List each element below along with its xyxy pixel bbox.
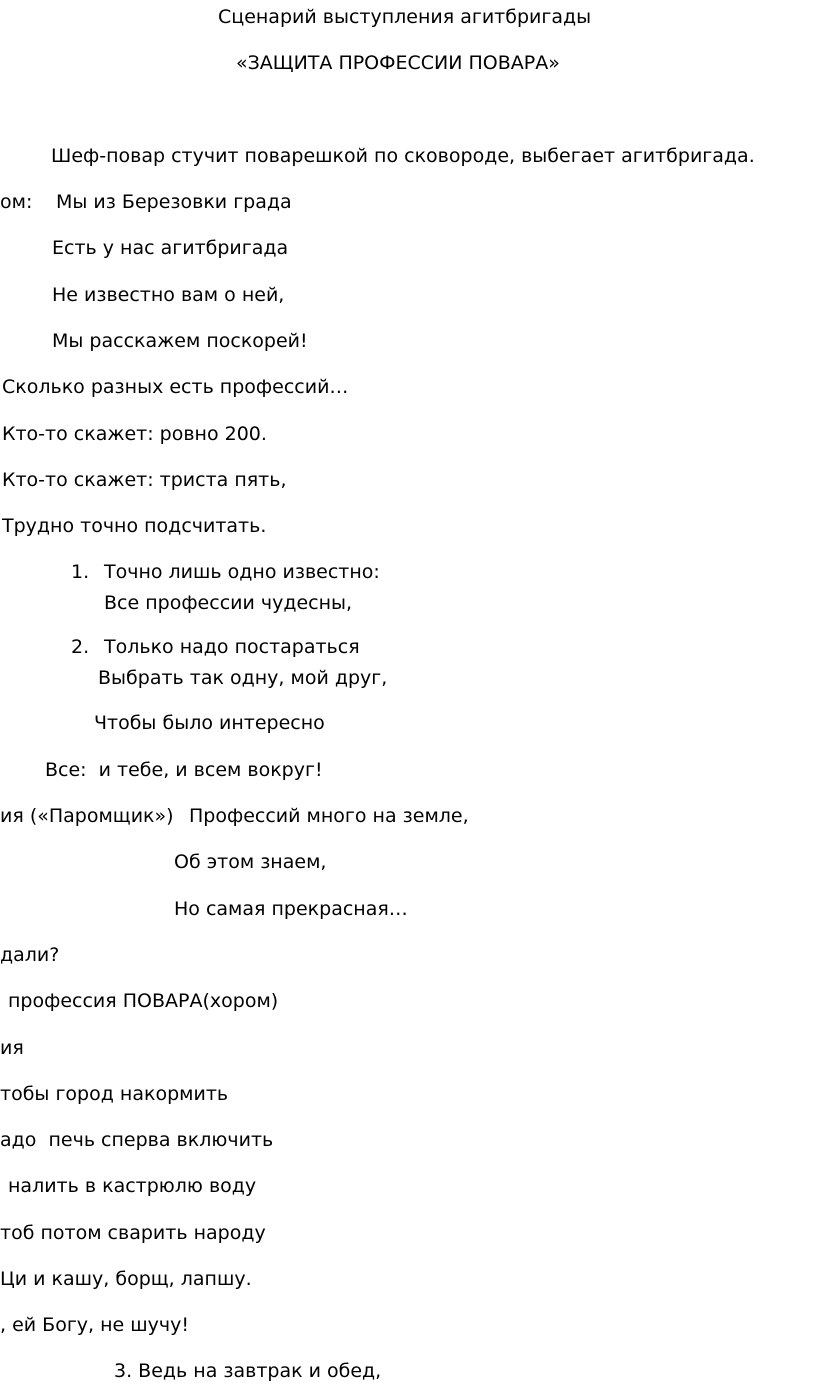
verse-line: Все: и тебе, и всем вокруг!: [45, 759, 323, 781]
verse-line: Ци и кашу, борщ, лапшу.: [0, 1268, 252, 1290]
verse-line: адо печь сперва включить: [0, 1129, 274, 1151]
verse-line: Но самая прекрасная…: [174, 898, 408, 920]
verse-line: Кто-то скажет: ровно 200.: [2, 423, 267, 445]
verse-line: Все профессии чудесны,: [104, 592, 353, 614]
verse-line: Только надо постараться: [104, 636, 360, 658]
verse-line: Точно лишь одно известно:: [104, 561, 380, 583]
title-line-2: «ЗАЩИТА ПРОФЕССИИ ПОВАРА»: [236, 52, 560, 74]
verse-line: Профессий много на земле,: [189, 805, 469, 827]
verse-line: дали?: [0, 944, 60, 966]
verse-line: Трудно точно подсчитать.: [2, 515, 267, 537]
verse-line: тобы город накормить: [0, 1083, 229, 1105]
verse-line: налить в кастрюлю воду: [8, 1175, 257, 1197]
verse-line: Выбрать так одну, мой друг,: [98, 667, 388, 689]
verse-line: профессия ПОВАРА(хором): [8, 990, 279, 1012]
verse-line: Чтобы было интересно: [94, 712, 325, 734]
verse-line: , ей Богу, не шучу!: [0, 1314, 189, 1336]
verse-line: Сколько разных есть профессий…: [2, 376, 349, 398]
stage-direction: Шеф-повар стучит поварешкой по сковороде, выбегает агитбригада.: [51, 145, 755, 167]
verse-line: Мы из Березовки града: [56, 191, 292, 213]
speaker-label: ия («Паромщик»): [0, 805, 174, 827]
title-line-1: Сценарий выступления агитбригады: [218, 6, 592, 28]
verse-line: Кто-то скажет: триста пять,: [2, 469, 287, 491]
list-number: 2.: [71, 636, 90, 658]
speaker-label: ия: [0, 1037, 24, 1059]
list-number: 1.: [71, 561, 90, 583]
verse-line: Не известно вам о ней,: [52, 284, 285, 306]
verse-line: тоб потом сварить народу: [0, 1222, 266, 1244]
speaker-label: ом:: [0, 191, 33, 213]
verse-line: Об этом знаем,: [174, 851, 327, 873]
verse-line: Есть у нас агитбригада: [52, 237, 289, 259]
verse-line: 3. Ведь на завтрак и обед,: [114, 1360, 382, 1382]
verse-line: Мы расскажем поскорей!: [52, 330, 308, 352]
